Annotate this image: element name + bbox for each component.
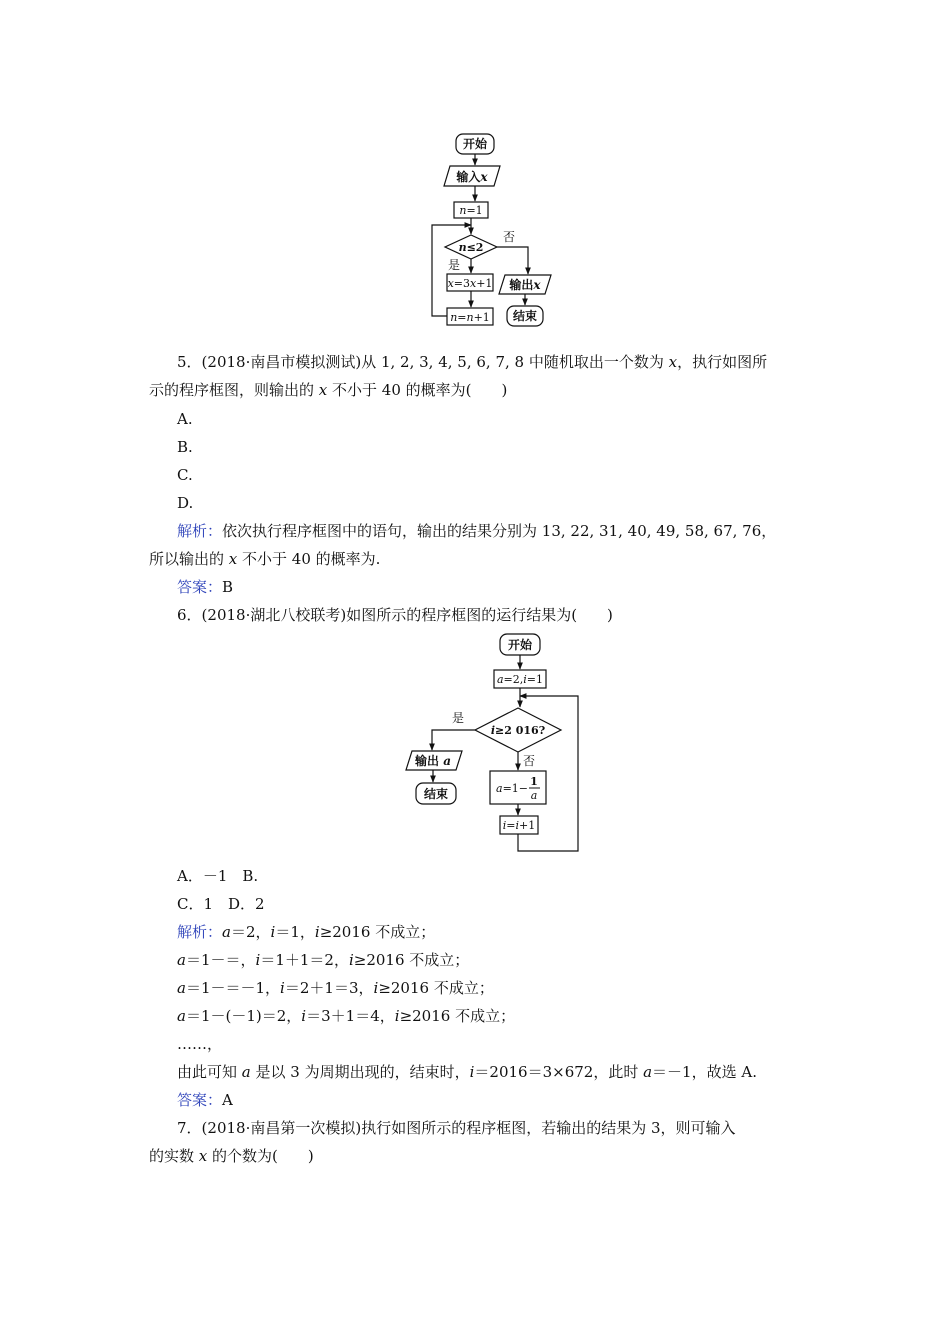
q5-analysis-text-1: 依次执行程序框图中的语句，输出的结果分别为 13, 22, 31, 40, 49, 58, 67, 76， (222, 522, 777, 540)
fc1-inc-mid: = (457, 311, 467, 324)
text-run: 是以 3 为周期出现的，结束时， (250, 1063, 470, 1081)
q5-analysis-var: x (228, 550, 238, 568)
q5-text-2: ，执行如图所 (677, 353, 768, 371)
q5-analysis-1 (177, 521, 776, 541)
q7-line-2 (149, 1146, 314, 1166)
fc2-yes-label: 是 (452, 711, 465, 725)
fc2-inc-var2: i (515, 819, 520, 832)
q5-option-c: C. (177, 466, 193, 484)
text-run: ＝2＋1＝3， (284, 979, 374, 997)
text-run: 由此可知 (177, 1063, 242, 1081)
svg-text:i≥2 016? (491, 724, 545, 737)
svg-text:n=1 (459, 204, 482, 217)
fc2-output-label: 输出 (415, 754, 440, 768)
q6-text: 如图所示的程序框图的运行结果为( ) (346, 606, 613, 624)
fc2-frac-den: a (530, 789, 538, 802)
q5-option-a: A. (177, 410, 193, 428)
q6-number: 6． (177, 606, 202, 624)
q5-line-2 (149, 380, 507, 400)
q5-analysis-text-2a: 所以输出的 (149, 550, 229, 568)
fc1-start-label: 开始 (462, 137, 488, 151)
text-run: ＝1－＝， (185, 951, 256, 969)
math-var: a (177, 951, 186, 969)
svg-text:i=i+1 (503, 819, 536, 832)
text-run: ＝－1，故选 A. (652, 1063, 757, 1081)
fc1-assign-mid: =3 (453, 277, 470, 290)
fc1-assign-var: x (447, 277, 454, 290)
q5-answer-label: 答案： (177, 578, 223, 596)
fc2-init-a: a (496, 673, 504, 686)
fc2-inc-var: i (502, 819, 507, 832)
text-run: ＝3＋1＝4， (306, 1007, 395, 1025)
fc2-assign-var: a (496, 782, 503, 795)
text-run: ≥2016 不成立； (378, 979, 494, 997)
math-var: a (177, 1007, 186, 1025)
fc1-input-var: x (480, 170, 488, 184)
fc2-cond-rest: ≥2 016? (495, 724, 546, 737)
q7-text-1: 执行如图所示的程序框图，若输出的结果为 3，则可输入 (361, 1119, 736, 1137)
fc2-cond-var: i (490, 724, 496, 737)
q5-text-3b: 不小于 40 的概率为( ) (327, 381, 508, 399)
math-var: a (643, 1063, 653, 1081)
q6-analysis-5 (177, 1062, 757, 1082)
q7-number: 7． (177, 1119, 202, 1137)
fc1-inc-var2: n (466, 311, 474, 324)
q6-analysis-1 (177, 922, 435, 942)
q6-line-1 (177, 605, 613, 625)
math-var: i (255, 951, 261, 969)
q5-answer (177, 577, 233, 597)
fc1-cond-var: n (458, 241, 467, 254)
math-var: i (373, 979, 379, 997)
fc1-input-label: 输入 (456, 170, 481, 184)
fc1-yes-label: 是 (448, 258, 461, 272)
fc2-inc-mid: = (506, 819, 516, 832)
q6-analysis-3 (177, 978, 494, 998)
q6-analysis-line-1 (222, 923, 435, 941)
fc2-init-i: i (523, 673, 527, 686)
math-var: i (280, 979, 285, 997)
fc2-inc-tail: +1 (519, 819, 536, 832)
fc1-inc-var: n (450, 311, 458, 324)
svg-text:输入x (455, 169, 488, 184)
q6-options-cd: C．1 D．2 (177, 895, 265, 913)
fc2-start-label: 开始 (507, 638, 533, 652)
q7-line-1 (177, 1118, 736, 1138)
q5-analysis-text-2b: 不小于 40 的概率为. (237, 550, 381, 568)
q7-text-2a: 的实数 (149, 1147, 199, 1165)
q7-source: (2018·南昌第一次模拟) (201, 1119, 362, 1137)
flowchart-2 (0, 625, 950, 865)
fc2-init-a-rest: =2, (503, 673, 524, 686)
q5-text-1: 从 1, 2, 3, 4, 5, 6, 7, 8 中随机取出一个数为 (361, 353, 669, 371)
q6-ellipsis: ……， (177, 1035, 223, 1053)
fc2-end-label: 结束 (423, 787, 449, 801)
fc1-init-rest: =1 (466, 204, 483, 217)
fc1-output-var: x (533, 278, 541, 292)
text-run: ＝1＋1＝2， (260, 951, 349, 969)
svg-text:x=3x+1 (448, 277, 493, 290)
svg-text:n=n+1 (450, 311, 490, 324)
fc1-assign-tail: +1 (476, 277, 493, 290)
math-var: a (177, 979, 186, 997)
text-run: ≥2016 不成立； (399, 1007, 516, 1025)
q5-answer-value: B (222, 578, 234, 596)
fc2-assign-rest: =1− (502, 782, 528, 795)
q6-answer (177, 1090, 233, 1110)
q6-source: (2018·湖北八校联考) (201, 606, 347, 624)
fc2-frac-num: 1 (530, 775, 538, 788)
fc2-output-var: a (443, 754, 451, 768)
math-var: i (314, 923, 320, 941)
text-run: ＝1， (275, 923, 315, 941)
q5-var-x-2: x (318, 381, 328, 399)
svg-text:输出x (508, 277, 541, 292)
text-run: ＝1－＝－1， (185, 979, 281, 997)
fc1-assign-var2: x (470, 277, 477, 290)
q6-analysis-label: 解析： (177, 923, 223, 941)
fc1-end-label: 结束 (512, 309, 538, 323)
fc1-cond-rest: ≤2 (466, 241, 484, 254)
math-var: i (270, 923, 276, 941)
text-run: ＝2， (230, 923, 271, 941)
svg-text:n≤2 (459, 241, 484, 254)
svg-text:a=1− (496, 782, 528, 795)
q5-text-3a: 示的程序框图，则输出的 (149, 381, 319, 399)
q5-line-1 (177, 352, 767, 372)
q5-option-d: D. (177, 494, 194, 512)
math-var: i (348, 951, 354, 969)
q5-var-x: x (668, 353, 678, 371)
fc1-init-var: n (459, 204, 467, 217)
math-var: a (222, 923, 231, 941)
q5-source: (2018·南昌市模拟测试) (201, 353, 362, 371)
q6-answer-label: 答案： (177, 1091, 223, 1109)
svg-text:a=2,i=1 (497, 673, 543, 686)
q6-answer-value: A (222, 1091, 233, 1109)
q5-option-b: B. (177, 438, 193, 456)
fc1-output-label: 输出 (509, 278, 534, 292)
math-var: i (469, 1063, 475, 1081)
text-run: ≥2016 不成立； (353, 951, 470, 969)
q5-analysis-label: 解析： (177, 522, 223, 540)
q6-analysis-4 (177, 1006, 515, 1026)
fc2-no-label: 否 (523, 754, 536, 768)
math-var: i (301, 1007, 307, 1025)
q7-var-x: x (198, 1147, 208, 1165)
fc1-no-label: 否 (503, 230, 516, 244)
q5-number: 5． (177, 353, 202, 371)
q6-analysis-2 (177, 950, 469, 970)
math-var: i (394, 1007, 400, 1025)
text-run: ≥2016 不成立； (319, 923, 436, 941)
fc1-inc-tail: +1 (473, 311, 490, 324)
q6-options-ab: A．－1 B. (177, 867, 259, 885)
text-run: ＝1－(－1)＝2， (185, 1007, 302, 1025)
text-run: ＝2016＝3×672，此时 (474, 1063, 644, 1081)
flowchart-1 (0, 0, 950, 345)
q5-analysis-2 (149, 549, 380, 569)
q7-text-2b: 的个数为( ) (207, 1147, 314, 1165)
svg-text:输出 a (414, 753, 451, 768)
math-var: a (241, 1063, 251, 1081)
fc2-init-i-rest: =1 (526, 673, 544, 686)
